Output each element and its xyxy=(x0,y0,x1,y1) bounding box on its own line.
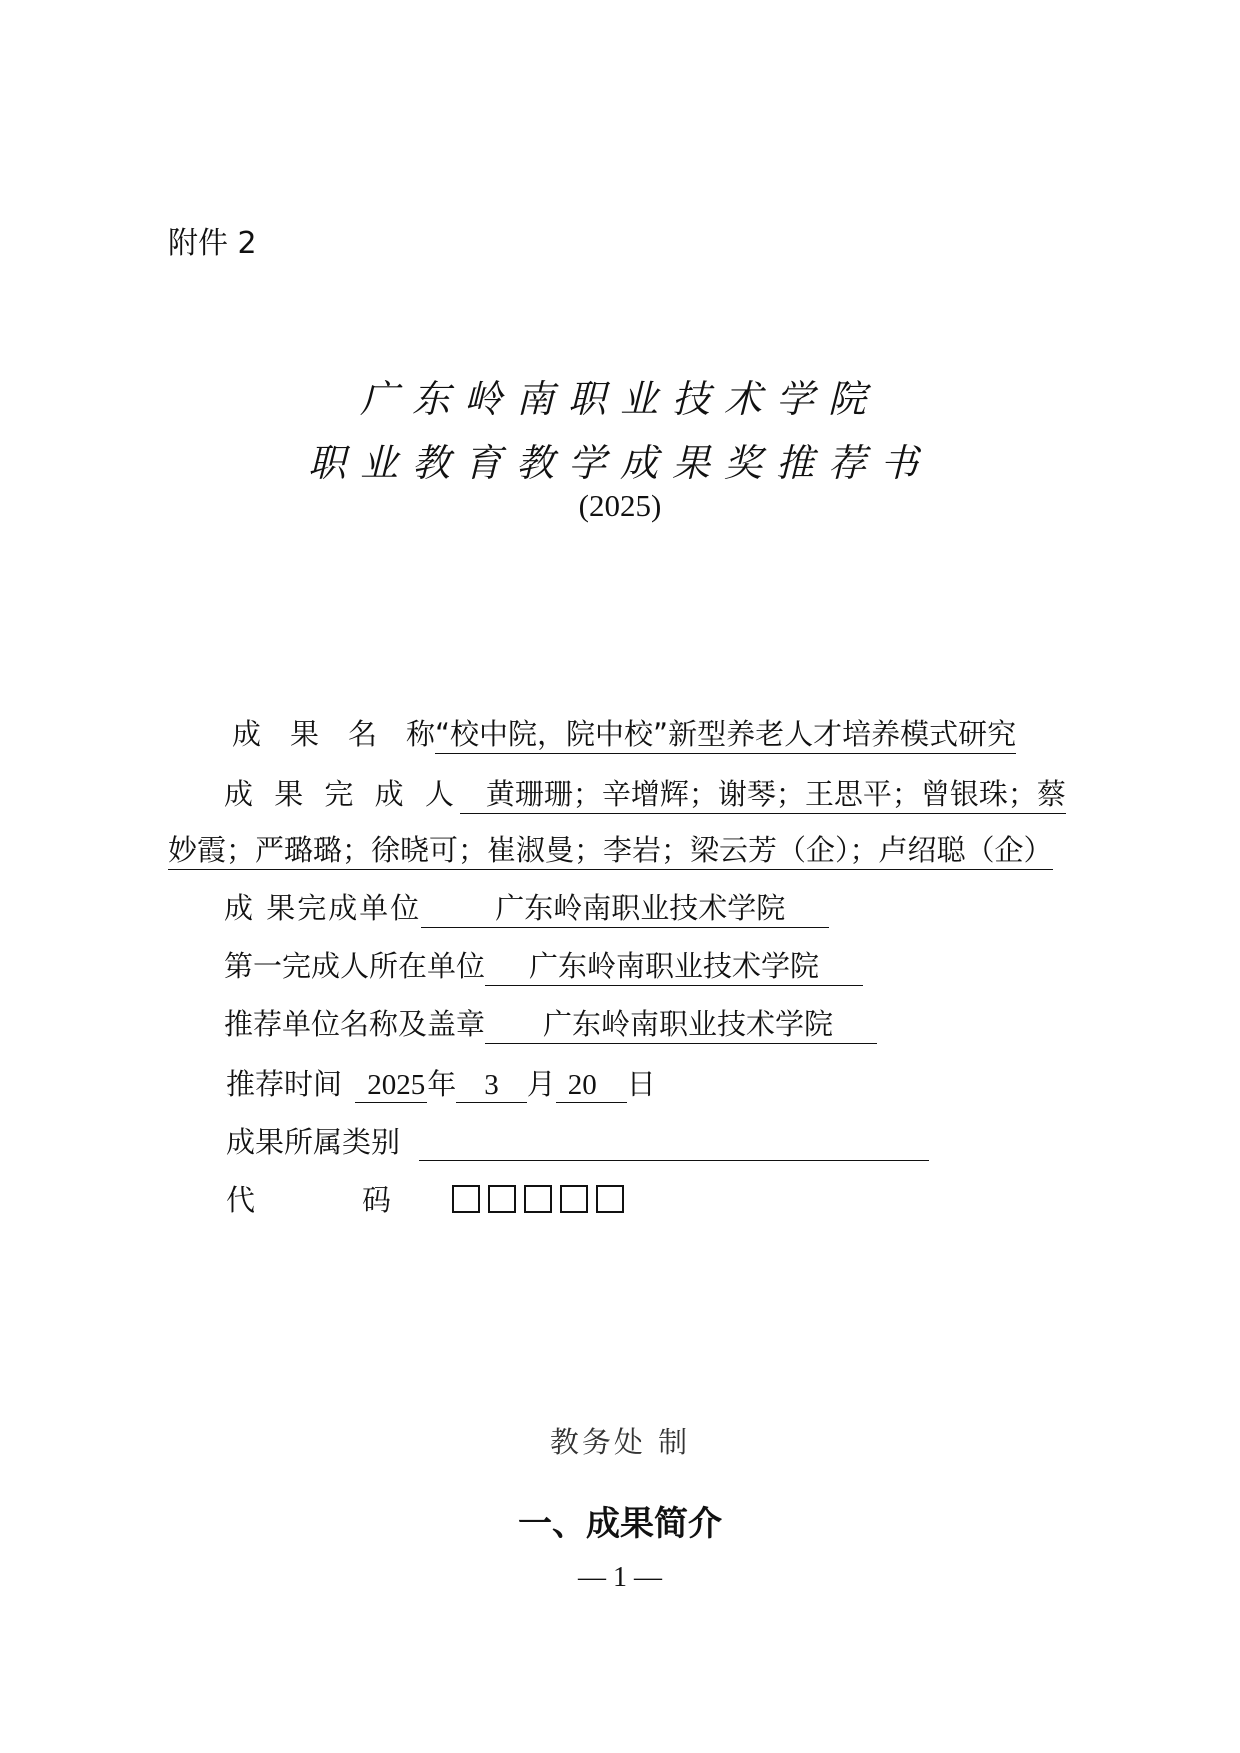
first-completer-unit-value: 广东岭南职业技术学院 xyxy=(485,944,863,986)
recommend-day: 20 xyxy=(556,1069,627,1103)
recommending-unit-label: 推荐单位名称及盖章 xyxy=(224,1007,486,1041)
category-value[interactable] xyxy=(419,1130,929,1161)
code-box[interactable] xyxy=(452,1185,480,1213)
completing-unit-label: 成 果完成单位 xyxy=(224,891,422,925)
year: (2025) xyxy=(578,488,662,523)
field-recommend-time xyxy=(226,1062,656,1103)
maker-line: 教务处 制 xyxy=(549,1425,691,1459)
field-recommending-unit xyxy=(224,1002,877,1044)
field-code xyxy=(226,1178,632,1219)
completers-value-line1: 黄珊珊；辛增辉；谢琴；王思平；曾银珠；蔡 xyxy=(460,772,1066,814)
achievement-name-value: “校中院，院中校”新型养老人才培养模式研究 xyxy=(435,712,1016,754)
achievement-name-label: 成 果 名 称 xyxy=(232,717,436,751)
completers-value-line2: 妙霞；严璐璐；徐晓可；崔淑曼；李岩；梁云芳（企）；卢绍聪（企） xyxy=(168,828,1053,870)
field-completers xyxy=(224,772,1066,814)
day-unit: 日 xyxy=(626,1067,656,1101)
code-box[interactable] xyxy=(560,1185,588,1213)
recommend-month: 3 xyxy=(456,1069,527,1103)
code-label-2: 码 xyxy=(362,1183,392,1217)
attachment-label: 附件 2 xyxy=(168,226,257,261)
page-number: — 1 — xyxy=(578,1562,662,1593)
code-box[interactable] xyxy=(488,1185,516,1213)
code-box[interactable] xyxy=(524,1185,552,1213)
recommend-year: 2025 xyxy=(355,1069,427,1103)
code-label-1: 代 xyxy=(226,1183,256,1217)
month-unit: 月 xyxy=(526,1067,556,1101)
first-completer-unit-label: 第一完成人所在单位 xyxy=(224,949,486,983)
category-label: 成果所属类别 xyxy=(226,1125,401,1159)
field-completing-unit xyxy=(224,886,829,928)
title-line-2: 职业教育教学成果奖推荐书 xyxy=(307,441,932,485)
recommend-time-label: 推荐时间 xyxy=(226,1067,343,1101)
field-category xyxy=(226,1120,929,1161)
field-achievement-name xyxy=(232,712,1016,754)
year-unit: 年 xyxy=(427,1067,457,1101)
field-completers-cont xyxy=(168,828,1053,870)
completing-unit-value: 广东岭南职业技术学院 xyxy=(421,886,829,928)
code-boxes xyxy=(452,1183,632,1217)
field-first-completer-unit xyxy=(224,944,863,986)
section-title: 一、成果简介 xyxy=(518,1504,722,1544)
completers-label: 成 果 完 成 人 xyxy=(224,777,460,811)
recommending-unit-value: 广东岭南职业技术学院 xyxy=(485,1002,877,1044)
title-line-1: 广东岭南职业技术学院 xyxy=(359,377,880,421)
code-box[interactable] xyxy=(596,1185,624,1213)
